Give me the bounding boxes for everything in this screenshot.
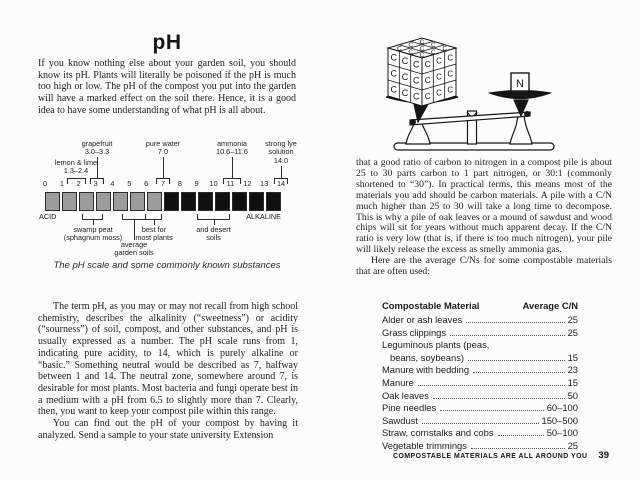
c-block-letter: C <box>390 84 397 95</box>
scale-segment <box>215 192 230 211</box>
tick-label: 12 <box>243 179 252 188</box>
callout-stem <box>281 166 282 178</box>
c-block-letter: C <box>436 88 442 98</box>
row-label: Oak leaves <box>382 389 429 401</box>
ph-scale-bar <box>45 192 281 211</box>
callout-stem <box>232 157 233 178</box>
table-row <box>382 402 578 414</box>
body-paragraph-1: The term pH, as you may or may not recall from high school chemistry, describes the alkalinity (“sweetness”) or acidity (“sourness”) of soil, compost, and other substances, and pH is usually expressed as a number. The pH scale runs from 1, indicating pure acidity, to 14, which is purely alkaline or “basic.” Something neutral would be described as 7, halfway between 1 and 14. The neutral zone, somewhere around 7, is desirable for most plants. Most bacteria and fungi operate best in a medium with a pH from 6.5 to slightly more than 7. Clearly, then, you want to keep your compost pile within this range. <box>38 301 298 418</box>
scale-segment <box>130 192 145 211</box>
scale-segment <box>232 192 247 211</box>
c-block-letter: C <box>447 85 454 95</box>
row-value: 25 <box>567 314 578 326</box>
scale-segment <box>164 192 179 211</box>
compost-table <box>382 300 578 453</box>
c-block-letter: C <box>401 56 409 66</box>
table-row <box>382 352 578 364</box>
table-row <box>382 339 578 351</box>
tick-label: 3 <box>93 179 98 188</box>
c-block-letter: C <box>419 52 425 60</box>
intro-paragraph: If you know nothing else about your garden soil, you should know its pH. Plants will literally be poisoned if the pH is much too high or low. The pH of the compost you put into the garden will have a marked effect on the soil there. Hence, it is a good idea to have some understanding of what pH is all about. <box>38 58 296 116</box>
c-block-letter: C <box>447 69 454 79</box>
tick-label: 2 <box>76 179 81 188</box>
scale-segment <box>181 192 196 211</box>
label-best-for-most-plants: best for most plants <box>135 225 173 243</box>
dot-leader <box>473 372 565 373</box>
c-block-letter: C <box>424 60 431 69</box>
dot-leader <box>422 423 539 424</box>
dot-leader <box>466 322 564 323</box>
c-block-letter: C <box>413 91 420 102</box>
c-block-letter: C <box>396 45 402 53</box>
beam-joint <box>525 112 530 117</box>
row-label: Pine needles <box>382 402 437 414</box>
beam-joint <box>411 120 416 125</box>
tick-label: 13 <box>260 179 269 188</box>
c-block-letter: C <box>413 59 420 70</box>
c-block-letter: C <box>430 42 436 50</box>
scale-segment <box>62 192 77 211</box>
balance-right-foot <box>510 114 532 144</box>
table-row <box>382 390 578 402</box>
dot-leader <box>468 360 565 361</box>
right-body-paragraph-2: Here are the average C/Ns for some compostable materials that are often used: <box>356 255 612 278</box>
dot-leader <box>450 335 564 336</box>
row-label: beans, soybeans) <box>390 351 465 363</box>
label-pure-water: pure water 7.0 <box>145 139 181 157</box>
table-row <box>382 364 578 376</box>
tick-label: 1 <box>59 179 64 188</box>
column-header-ratio: Average C/N <box>522 300 578 311</box>
dot-leader <box>440 410 543 411</box>
label-strong-lye: strong lye solution 14.0 <box>265 139 297 165</box>
row-value: 150–500 <box>541 414 578 426</box>
tick-label: 0 <box>42 179 48 188</box>
callout-stem <box>163 157 164 178</box>
table-row <box>382 415 578 427</box>
c-block-letter: C <box>390 52 397 63</box>
tick-label: 4 <box>110 179 115 188</box>
dot-leader <box>433 398 565 399</box>
diagram-caption: The pH scale and some commonly known substances <box>53 260 281 271</box>
c-block-letter: C <box>401 88 409 98</box>
table-row <box>382 427 578 439</box>
acid-label: ACID <box>39 212 57 221</box>
page-footer <box>0 450 609 461</box>
c-block-letter: C <box>436 72 442 82</box>
label-swamp-peat: swamp peat (sphagnum moss) <box>63 225 123 243</box>
row-label: Manure <box>382 377 414 389</box>
scale-segment <box>266 192 281 211</box>
row-value: 15 <box>567 377 578 389</box>
row-value: 60–100 <box>546 402 578 414</box>
n-block-letter: N <box>516 78 524 90</box>
tick-label: 9 <box>194 179 199 188</box>
c-block-letter: C <box>430 48 436 56</box>
body-paragraph-2: You can find out the pH of your compost by having it analyzed. Send a sample to your state university Extension <box>38 418 298 441</box>
c-block-letter: C <box>442 45 448 53</box>
scale-segment <box>79 192 94 211</box>
scale-segment <box>198 192 213 211</box>
row-value: 25 <box>567 326 578 338</box>
dot-leader <box>418 385 565 386</box>
scale-segment <box>45 192 60 211</box>
label-lemon-lime: lemon & lime 1.3–2.4 <box>54 158 98 176</box>
page-title: pH <box>152 31 182 54</box>
row-value: 25 <box>567 440 578 452</box>
tick-label: 6 <box>144 179 149 188</box>
c-block-letter: C <box>447 53 454 63</box>
c-block-letter: C <box>408 42 414 50</box>
scale-segment <box>96 192 111 211</box>
tick-label: 10 <box>209 179 218 188</box>
table-row <box>382 377 578 389</box>
c-block-letter: C <box>413 75 420 86</box>
nitrogen-block <box>511 73 529 91</box>
table-header <box>382 300 578 312</box>
scale-segment <box>249 192 264 211</box>
callout-stem <box>97 157 98 178</box>
body-text-right <box>356 158 612 278</box>
c-block-letter: C <box>419 38 425 46</box>
tick-label: 5 <box>127 179 132 188</box>
scale-segment <box>113 192 128 211</box>
row-label: Alder or ash leaves <box>382 314 463 326</box>
running-head: COMPOSTABLE MATERIALS ARE ALL AROUND YOU <box>392 453 588 460</box>
row-label: Sawdust <box>382 414 418 426</box>
label-average-garden-soils: average garden soils <box>114 240 154 258</box>
label-arid-desert-soils: arid desert soils <box>196 225 231 243</box>
scale-segment <box>147 192 162 211</box>
ph-diagram <box>33 140 313 262</box>
row-value: 15 <box>567 351 578 363</box>
c-block-letter: C <box>424 76 431 85</box>
dot-leader <box>471 448 565 449</box>
balance-scale-illustration <box>368 8 580 158</box>
column-header-material: Compostable Material <box>382 300 480 311</box>
c-block-letter: C <box>390 68 397 79</box>
c-block-letter: C <box>408 48 414 56</box>
row-value: 23 <box>567 364 578 376</box>
row-label: Leguminous plants (peas, <box>382 339 490 351</box>
row-value: 50–100 <box>546 427 578 439</box>
c-block-letter: C <box>436 56 442 66</box>
table-row <box>382 327 578 339</box>
body-text-left <box>38 301 298 441</box>
c-block-letter: C <box>401 72 409 82</box>
right-body-paragraph-1: that a good ratio of carbon to nitrogen in a compost pile is about 25 to 30 parts carbon to 1 part nitrogen, or 30:1 (commonly shortened to “30”). In practical terms, this means most of the materials you add should be carbon materials. A pile with a C/N much higher than 25 to 30 will take a long time to decompose. This is why a pile of oak leaves or a mound of sawdust and wood chips will sit for years without much apparent decay. If the C/N ratio is very low (that is, if there is too much nitrogen), your pile will likely release the excess as smelly ammonia gas. <box>356 157 612 256</box>
row-value: 50 <box>567 389 578 401</box>
row-label: Grass clippings <box>382 326 447 338</box>
label-ammonia: ammonia 10.6–11.6 <box>216 139 248 157</box>
c-block-letter: C <box>424 92 431 101</box>
row-label: Manure with bedding <box>382 364 470 376</box>
tick-label: 11 <box>226 179 235 188</box>
page-number: 39 <box>598 450 609 461</box>
dot-leader <box>498 435 544 436</box>
alkaline-label: ALKALINE <box>246 212 281 221</box>
tick-label: 14 <box>276 179 286 188</box>
table-row <box>382 314 578 326</box>
tick-label: 7 <box>160 179 166 188</box>
tick-label: 8 <box>177 179 182 188</box>
row-label: Straw, cornstalks and cobs <box>382 427 494 439</box>
row-label: Vegetable trimmings <box>382 440 467 452</box>
c-block-letter: C <box>419 45 425 53</box>
label-grapefruit: grapefruit 3.0–3.3 <box>81 139 113 157</box>
